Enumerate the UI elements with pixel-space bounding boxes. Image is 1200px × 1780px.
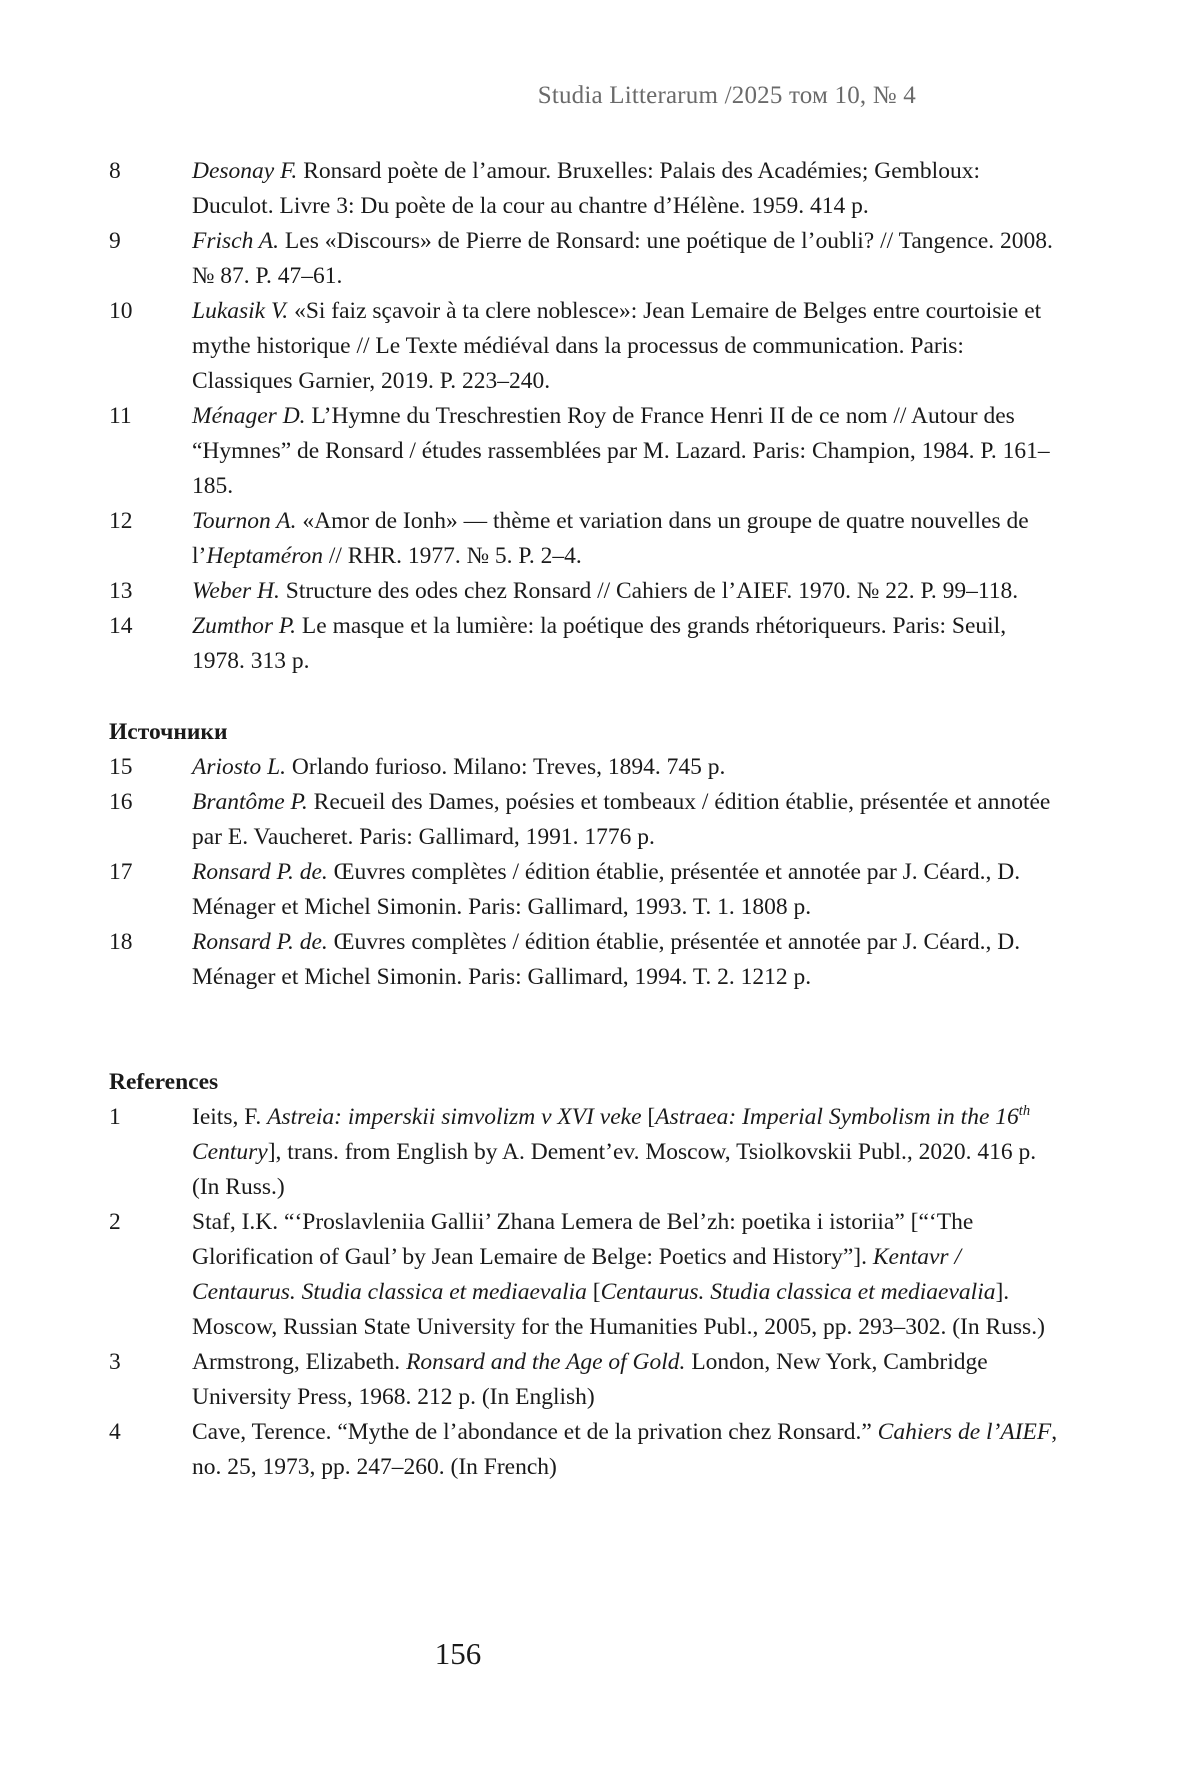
entry-segment: , no. 25, 1973, pp. 247–260. (In French) — [192, 1419, 1058, 1480]
entry-segment: Armstrong, Elizabeth. — [192, 1349, 407, 1375]
entry-number: 2 — [109, 1209, 121, 1235]
entry-segment: Œuvres complètes / édition établie, présentée et annotée par J. Céard., D. Ménager et Michel Simonin. Paris: Gallimard, 1993. T. 1. 1808 p. — [192, 859, 1021, 920]
entry-number: 8 — [109, 158, 121, 184]
entry-number: 13 — [109, 578, 133, 604]
entry-text — [192, 1209, 1045, 1340]
entry-italic-segment: Frisch A. — [192, 228, 280, 254]
entry-italic-segment: Tournon A. — [192, 508, 297, 534]
entry-text — [192, 508, 1029, 569]
entry-italic-segment: Brantôme P. — [192, 789, 308, 815]
reference-entry — [109, 750, 1059, 785]
references-list — [109, 1100, 1059, 1485]
bibliography-list — [109, 154, 1059, 679]
entry-segment: Ieits, F. — [192, 1104, 268, 1130]
entry-italic-segment: Cahiers de l’AIEF — [877, 1419, 1052, 1445]
entry-text — [192, 228, 1053, 289]
entry-segment: London, New York, Cambridge University Press, 1968. 212 p. (In English) — [192, 1349, 988, 1410]
entry-italic-segment: Century — [192, 1139, 268, 1165]
entry-text — [192, 158, 980, 219]
sources-list — [109, 750, 1059, 995]
entry-italic-segment: Ménager D. — [192, 403, 306, 429]
entry-number: 18 — [109, 929, 133, 955]
entry-number: 9 — [109, 228, 121, 254]
entry-italic-segment: Centaurus. Studia classica et mediaevalia — [600, 1279, 996, 1305]
entry-number: 1 — [109, 1104, 121, 1130]
entry-number: 10 — [109, 298, 133, 324]
reference-entry — [109, 1345, 1059, 1415]
entry-text — [192, 859, 1020, 920]
entry-italic-segment: Lukasik V. — [192, 298, 289, 324]
reference-entry — [109, 399, 1059, 504]
entry-segment: [ — [586, 1279, 601, 1305]
entry-segment: Le masque et la lumière: la poétique des grands rhétoriqueurs. Paris: Seuil, 1978. 313 p. — [192, 613, 1007, 674]
entry-text — [192, 929, 1020, 990]
entry-number: 15 — [109, 754, 133, 780]
reference-entry — [109, 1205, 1059, 1345]
running-head: Studia Litterarum /2025 том 10, № 4 — [537, 82, 916, 109]
reference-entry — [109, 925, 1059, 995]
entry-number: 12 — [109, 508, 133, 534]
reference-entry — [109, 504, 1059, 574]
entry-segment: // RHR. 1977. № 5. P. 2–4. — [322, 543, 582, 569]
entry-italic-segment: Ariosto L. — [192, 754, 287, 780]
sources-heading: Источники — [109, 719, 228, 745]
entry-number: 14 — [109, 613, 133, 639]
reference-entry — [109, 224, 1059, 294]
entry-italic-segment: Desonay F. — [192, 158, 298, 184]
entry-segment: L’Hymne du Treschrestien Roy de France Henri II de ce nom // Autour des “Hymnes” de Ronsard / études rassemblées par M. Lazard. Paris: Champion, 1984. P. 161–185. — [192, 403, 1050, 499]
entry-segment: Orlando furioso. Milano: Treves, 1894. 745 p. — [286, 754, 726, 780]
entry-segment: [ — [641, 1104, 656, 1130]
reference-entry — [109, 574, 1059, 609]
entry-italic-segment: Weber H. — [192, 578, 280, 604]
entry-superscript: th — [1018, 1103, 1031, 1120]
entry-italic-segment: Astreia: imperskii simvolizm v XVI veke — [267, 1104, 642, 1130]
entry-italic-segment: Astraea: Imperial Symbolism in the 16 — [655, 1104, 1019, 1130]
entry-italic-segment: Ronsard and the Age of Gold. — [406, 1349, 686, 1375]
reference-entry — [109, 785, 1059, 855]
reference-entry — [109, 609, 1059, 679]
entry-segment: ]. Moscow, Russian State University for the Humanities Publ., 2005, pp. 293–302. (In Russ.) — [192, 1279, 1045, 1340]
reference-entry — [109, 1100, 1059, 1205]
entry-text — [192, 1419, 1057, 1480]
entry-italic-segment: Kentavr / Centaurus. Studia classica et mediaevalia — [192, 1244, 961, 1305]
entry-text — [192, 403, 1050, 499]
reference-entry — [109, 154, 1059, 224]
entry-italic-segment: Heptaméron — [206, 543, 323, 569]
entry-number: 11 — [109, 403, 132, 429]
entry-segment: Structure des odes chez Ronsard // Cahiers de l’AIEF. 1970. № 22. P. 99–118. — [279, 578, 1019, 604]
entry-text — [192, 1349, 988, 1410]
entry-segment: «Amor de Ionh» — thème et variation dans un groupe de quatre nouvelles de l’ — [192, 508, 1029, 569]
entry-segment: Staf, I.K. “‘Proslavleniia Gallii’ Zhana Lemera de Bel’zh: poetika i istoriia” [“‘The Glorification of Gaul’ by Jean Lemaire de Belge: Poetics and History”]. — [192, 1209, 974, 1270]
entry-segment: Recueil des Dames, poésies et tombeaux / édition établie, présentée et annotée par E. Vaucheret. Paris: Gallimard, 1991. 1776 p. — [192, 789, 1051, 850]
entry-text — [192, 298, 1041, 394]
entry-text — [192, 578, 1018, 604]
entry-segment: Ronsard poète de l’amour. Bruxelles: Palais des Académies; Gembloux: Duculot. Livre 3: Du poète de la cour au chantre d’Hélène. 1959. 414 p. — [192, 158, 980, 219]
entry-segment: «Si faiz sçavoir à ta clere noblesce»: Jean Lemaire de Belges entre courtoisie et mythe historique // Le Texte médiéval dans la processus de communication. Paris: Classiques Garnier, 2019. P. 223–240. — [192, 298, 1042, 394]
page-number: 156 — [434, 1636, 482, 1671]
entry-text — [192, 754, 725, 780]
reference-entry — [109, 1415, 1059, 1485]
reference-entry — [109, 294, 1059, 399]
entry-number: 16 — [109, 789, 133, 815]
entry-italic-segment: Zumthor P. — [192, 613, 297, 639]
entry-segment: Les «Discours» de Pierre de Ronsard: une poétique de l’oubli? // Tangence. 2008. № 87. P. 47–61. — [192, 228, 1053, 289]
entry-italic-segment: Ronsard P. de. — [192, 859, 328, 885]
entry-number: 17 — [109, 859, 133, 885]
bibliography-content — [109, 154, 1059, 1485]
references-heading: References — [109, 1069, 219, 1095]
entry-segment: Cave, Terence. “Mythe de l’abondance et de la privation chez Ronsard.” — [192, 1419, 878, 1445]
entry-segment: ], trans. from English by A. Dement’ev. Moscow, Tsiolkovskii Publ., 2020. 416 p. (In Russ.) — [192, 1139, 1037, 1200]
entry-number: 4 — [109, 1419, 121, 1445]
entry-text — [192, 613, 1006, 674]
entry-text — [192, 1104, 1036, 1200]
entry-number: 3 — [109, 1349, 121, 1375]
entry-italic-segment: Ronsard P. de. — [192, 929, 328, 955]
reference-entry — [109, 855, 1059, 925]
entry-italic-segment — [1019, 1103, 1030, 1119]
entry-text — [192, 789, 1050, 850]
entry-segment: Œuvres complètes / édition établie, présentée et annotée par J. Céard., D. Ménager et Michel Simonin. Paris: Gallimard, 1994. T. 2. 1212 p. — [192, 929, 1021, 990]
